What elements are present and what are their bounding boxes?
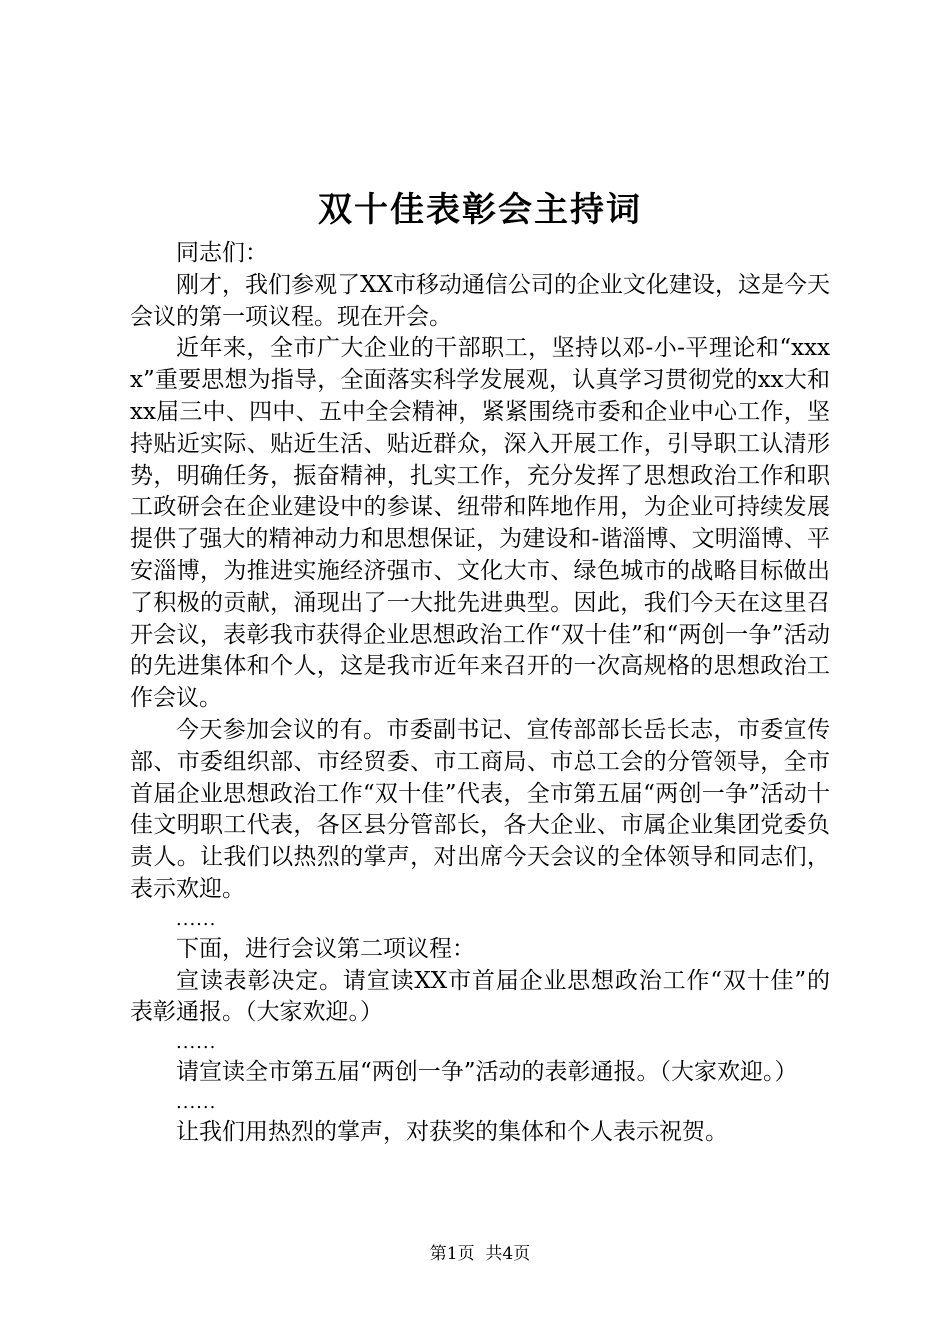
ellipsis-1: ...... [176, 908, 217, 930]
paragraph-read-notice: 请宣读全市第五届“两创一争”活动的表彰通报。（大家欢迎。） [176, 1059, 798, 1086]
document-title: 双十佳表彰会主持词 [318, 190, 642, 230]
ellipsis-2: ...... [176, 1032, 217, 1054]
paragraph-attendees: 今天参加会议的有。市委副书记、宣传部部长岳长志，市委宣传部、市委组织部、市经贸委、市工商局、市总工会的分管领导，全市首届企业思想政治工作“双十佳”代表，全市第五届“两创一争”活动十佳文明职工代表，各区县分管部长，各大企业、市属企业集团党委负责人。让我们以热烈的掌声，对出席今天会议的全体领导和同志们，表示欢迎。 [130, 716, 830, 902]
page-number: 第1页 共4页 [429, 1244, 531, 1264]
paragraph-agenda-two: 下面，进行会议第二项议程： [176, 935, 475, 962]
document-body [130, 238, 830, 1149]
ellipsis-3: ...... [176, 1091, 217, 1113]
paragraph-read-decision: 宣读表彰决定。请宣读XX市首届企业思想政治工作“双十佳”的表彰通报。（大家欢迎。） [130, 967, 830, 1026]
paragraph-background: 近年来，全市广大企业的干部职工，坚持以邓-小-平理论和“xxxx”重要思想为指导，全面落实科学发展观，认真学习贯彻党的xx大和xx届三中、四中、五中全会精神，紧紧围绕市委和企业中心工作，坚持贴近实际、贴近生活、贴近群众，深入开展工作，引导职工认清形势，明确任务，振奋精神，扎实工作，充分发挥了思想政治工作和职工政研会在企业建设中的参谋、纽带和阵地作用，为企业可持续发展提供了强大的精神动力和思想保证，为建设和-谐淄博、文明淄博、平安淄博，为推进实施经济强市、文化大市、绿色城市的战略目标做出了积极的贡献，涌现出了一大批先进典型。因此，我们今天在这里召开会议，表彰我市获得企业思想政治工作“双十佳”和“两创一争”活动的先进集体和个人，这是我市近年来召开的一次高规格的思想政治工作会议。 [130, 335, 830, 712]
salutation: 同志们： [176, 240, 268, 266]
paragraph-congratulate: 让我们用热烈的掌声，对获奖的集体和个人表示祝贺。 [176, 1118, 728, 1145]
paragraph-opening: 刚才，我们参观了XX市移动通信公司的企业文化建设，这是今天会议的第一项议程。现在开会。 [130, 271, 830, 330]
document-page [130, 0, 830, 1344]
